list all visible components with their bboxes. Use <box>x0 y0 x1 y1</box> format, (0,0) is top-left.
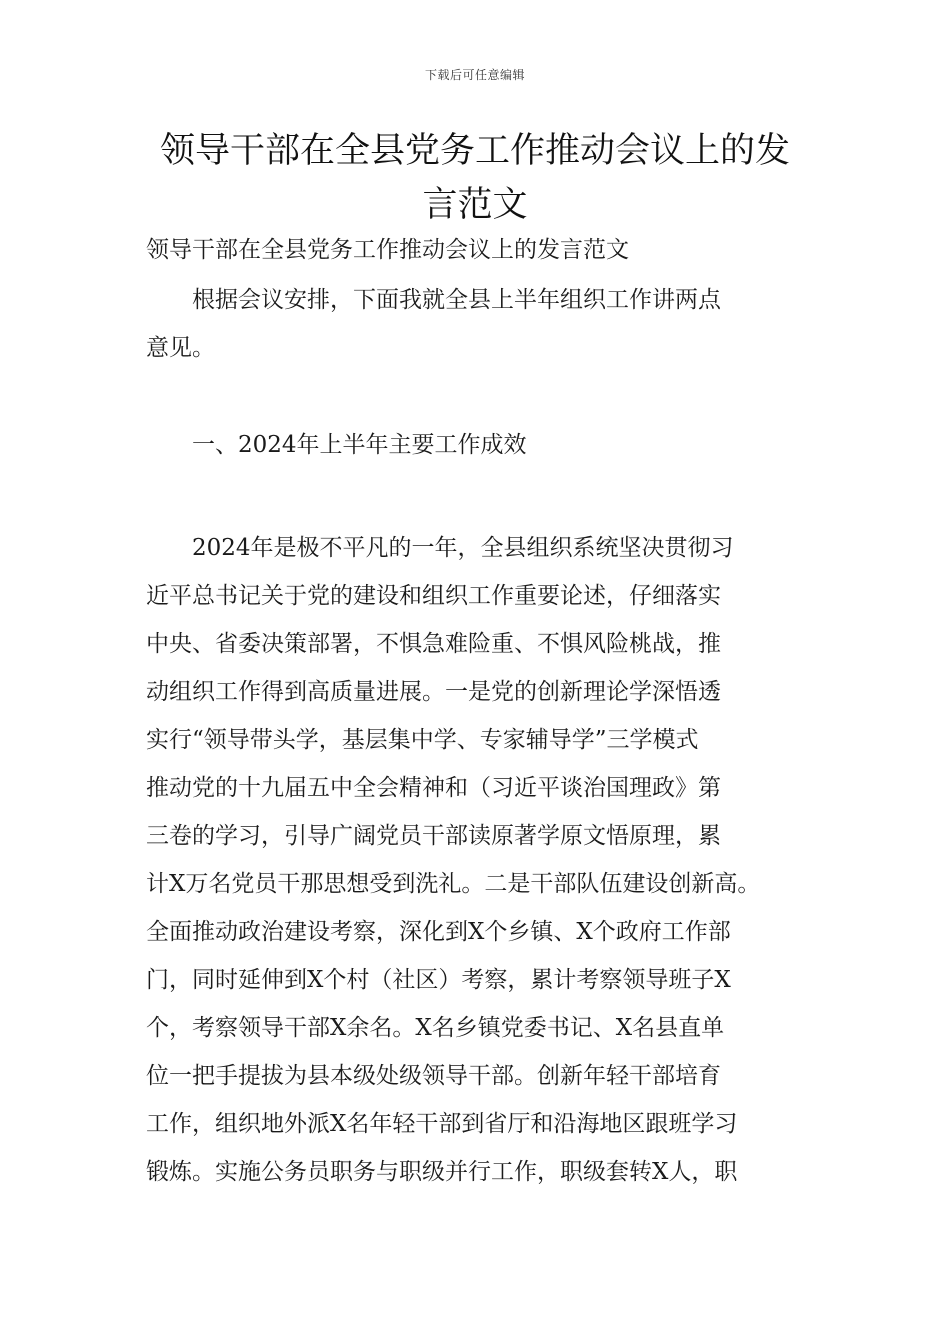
paragraph-line: 门，同时延伸到X个村（社区）考察，累计考察领导班子X <box>146 967 731 993</box>
body-paragraph <box>146 524 816 1196</box>
title-line-2: 言范文 <box>422 185 528 225</box>
header-note: 下载后可任意编辑 <box>424 68 525 82</box>
paragraph-line: 计X万名党员干那思想受到洗礼。二是干部队伍建设创新高。 <box>146 871 761 897</box>
paragraph-line: 推动党的十九届五中全会精神和（习近平谈治国理政》第 <box>146 775 721 801</box>
subtitle-line: 领导干部在全县党务工作推动会议上的发言范文 <box>146 237 629 263</box>
paragraph-line: 近平总书记关于党的建设和组织工作重要论述，仔细落实 <box>146 583 721 609</box>
paragraph-line: 根据会议安排，下面我就全县上半年组织工作讲两点 <box>146 287 721 313</box>
document-title <box>120 124 830 232</box>
section-heading-line: 一、2024年上半年主要工作成效 <box>146 432 527 458</box>
paragraph-line: 工作，组织地外派X名年轻干部到省厅和沿海地区跟班学习 <box>146 1111 738 1137</box>
paragraph-line: 位一把手提拔为县本级处级领导干部。创新年轻干部培育 <box>146 1063 721 1089</box>
paragraph-line: 锻炼。实施公务员职务与职级并行工作，职级套转X人，职 <box>146 1159 738 1185</box>
paragraph-line: 中央、省委决策部署，不惧急难险重、不惧风险桃战，推 <box>146 631 721 657</box>
paragraph-line: 实行“领导带头学，基层集中学、专家辅导学”三学模式 <box>146 727 699 753</box>
paragraph-line: 动组织工作得到高质量进展。一是党的创新理论学深悟透 <box>146 679 721 705</box>
section-heading <box>146 421 816 469</box>
paragraph-line: 个，考察领导干部X余名。X名乡镇党委书记、X名县直单 <box>146 1015 725 1041</box>
subtitle <box>146 226 816 274</box>
paragraph-line: 三卷的学习，引导广阔党员干部读原著学原文悟原理，累 <box>146 823 721 849</box>
paragraph-line: 意见。 <box>146 335 215 361</box>
intro-paragraph <box>146 276 816 372</box>
paragraph-line: 全面推动政治建设考察，深化到X个乡镇、X个政府工作部 <box>146 919 731 945</box>
title-line-1: 领导干部在全县党务工作推动会议上的发 <box>159 131 790 171</box>
paragraph-line: 2024年是极不平凡的一年，全县组织系统坚决贯彻习 <box>146 535 734 561</box>
